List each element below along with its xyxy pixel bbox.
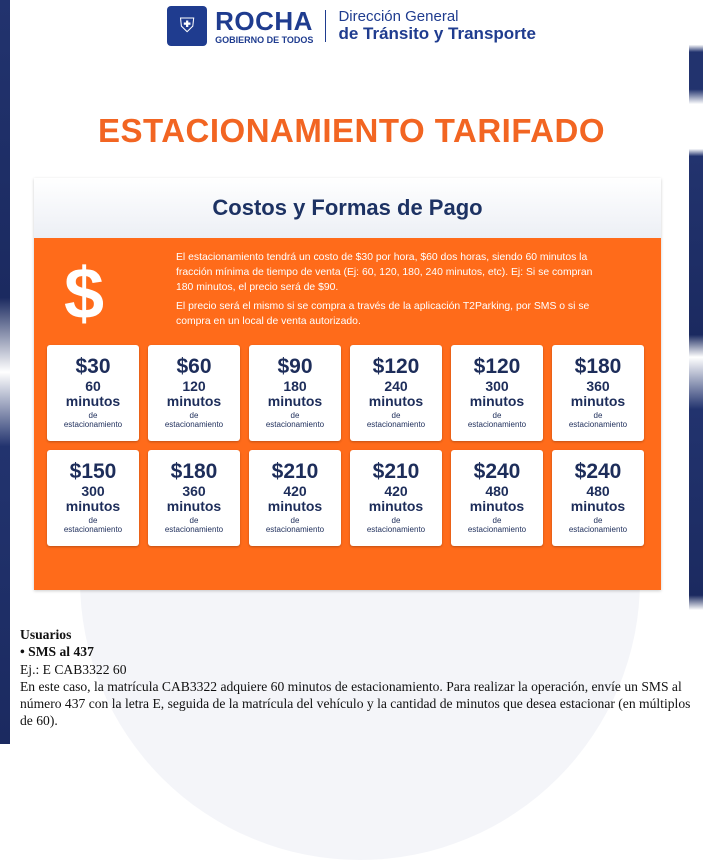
card-parking-label: estacionamiento (63, 525, 123, 535)
card-de-label: de (88, 410, 98, 420)
sms-example: Ej.: E CAB3322 60 (20, 661, 127, 677)
card-parking-label: estacionamiento (63, 420, 123, 430)
card-price: $240 (574, 460, 622, 484)
users-heading: Usuarios (20, 627, 72, 642)
card-parking-label: estacionamiento (467, 420, 527, 430)
brand-subtitle: GOBIERNO DE TODOS (215, 34, 314, 45)
price-grid (47, 345, 647, 546)
card-minutes-label: minutos (570, 393, 626, 410)
card-minutes: 240 (384, 378, 408, 395)
card-de-label: de (391, 515, 401, 525)
sms-explanation: En este caso, la matrícula CAB3322 adquiere 60 minutos de estacionamiento. Para realizar la operación, envíe un SMS al número 437 con la letra E, seguida de la matrícula del vehículo y la cantidad de minutos que desea estacionar (en múltiplos de 60). (20, 678, 691, 729)
card-minutes: 360 (182, 483, 206, 500)
card-parking-label: estacionamiento (366, 525, 426, 535)
card-price: $180 (574, 355, 622, 379)
card-minutes-label: minutos (166, 498, 222, 515)
card-minutes: 300 (485, 378, 509, 395)
pricing-description (176, 250, 608, 333)
card-minutes: 60 (85, 378, 101, 395)
card-price: $150 (69, 460, 117, 484)
card-de-label: de (189, 410, 199, 420)
card-minutes: 420 (283, 483, 307, 500)
panel-heading: Costos y Formas de Pago (34, 178, 661, 238)
card-parking-label: estacionamiento (164, 525, 224, 535)
card-minutes-label: minutos (267, 498, 323, 515)
card-minutes-label: minutos (65, 498, 121, 515)
card-price: $60 (176, 355, 212, 379)
rocha-seal-icon: ⛨ (167, 6, 207, 46)
price-card (350, 450, 442, 546)
card-minutes-label: minutos (469, 498, 525, 515)
price-card (148, 450, 240, 546)
card-parking-label: estacionamiento (467, 525, 527, 535)
description-paragraph-2: El precio será el mismo si se compra a través de la aplicación T2Parking, por SMS o si se compra en un local de venta autorizado. (176, 301, 590, 328)
card-parking-label: estacionamiento (366, 420, 426, 430)
card-parking-label: estacionamiento (568, 525, 628, 535)
card-minutes-label: minutos (267, 393, 323, 410)
card-parking-label: estacionamiento (164, 420, 224, 430)
department-line-1: Dirección General (338, 8, 459, 26)
description-paragraph-1: El estacionamiento tendrá un costo de $30 por hora, $60 dos horas, siendo 60 minutos la fracción mínima de tiempo de venta (Ej: 60, 120, 180, 240 minutos, etc). Ej: Si se compran 180 minutos, el precio será de $90. (176, 252, 593, 294)
department (338, 9, 535, 43)
card-de-label: de (492, 410, 502, 420)
card-parking-label: estacionamiento (265, 420, 325, 430)
price-card (47, 450, 139, 546)
header-divider (325, 10, 326, 42)
price-card (451, 450, 543, 546)
sms-bullet: • SMS al 437 (20, 644, 94, 660)
card-minutes-label: minutos (469, 393, 525, 410)
card-de-label: de (290, 515, 300, 525)
page-title: ESTACIONAMIENTO TARIFADO (98, 112, 605, 149)
price-card (249, 345, 341, 441)
card-price: $120 (473, 355, 521, 379)
card-de-label: de (189, 515, 199, 525)
card-price: $180 (170, 460, 218, 484)
card-minutes: 360 (586, 378, 610, 395)
price-card (451, 345, 543, 441)
card-de-label: de (593, 515, 603, 525)
price-card (47, 345, 139, 441)
dollar-icon: $ (64, 254, 105, 334)
price-card (148, 345, 240, 441)
card-de-label: de (492, 515, 502, 525)
card-price: $210 (271, 460, 319, 484)
card-minutes-label: minutos (65, 393, 121, 410)
pricing-panel (34, 178, 661, 590)
card-price: $120 (372, 355, 420, 379)
card-price: $240 (473, 460, 521, 484)
card-minutes: 180 (283, 378, 307, 395)
header (0, 4, 703, 48)
price-card (552, 450, 644, 546)
price-card (350, 345, 442, 441)
card-minutes: 120 (182, 378, 206, 395)
brand-name: ROCHA (215, 5, 313, 36)
brand (215, 5, 314, 45)
card-minutes: 480 (485, 483, 509, 500)
card-minutes: 420 (384, 483, 408, 500)
card-price: $210 (372, 460, 420, 484)
card-de-label: de (391, 410, 401, 420)
card-parking-label: estacionamiento (568, 420, 628, 430)
card-minutes-label: minutos (368, 393, 424, 410)
card-minutes-label: minutos (368, 498, 424, 515)
card-de-label: de (593, 410, 603, 420)
price-card (249, 450, 341, 546)
department-line-2: de Tránsito y Transporte (338, 23, 536, 43)
card-de-label: de (290, 410, 300, 420)
card-price: $30 (75, 355, 111, 379)
card-minutes-label: minutos (166, 393, 222, 410)
card-price: $90 (277, 355, 313, 379)
card-minutes-label: minutos (570, 498, 626, 515)
price-card (552, 345, 644, 441)
card-minutes: 480 (586, 483, 610, 500)
card-minutes: 300 (81, 483, 105, 500)
card-parking-label: estacionamiento (265, 525, 325, 535)
usage-instructions (20, 626, 692, 730)
card-de-label: de (88, 515, 98, 525)
